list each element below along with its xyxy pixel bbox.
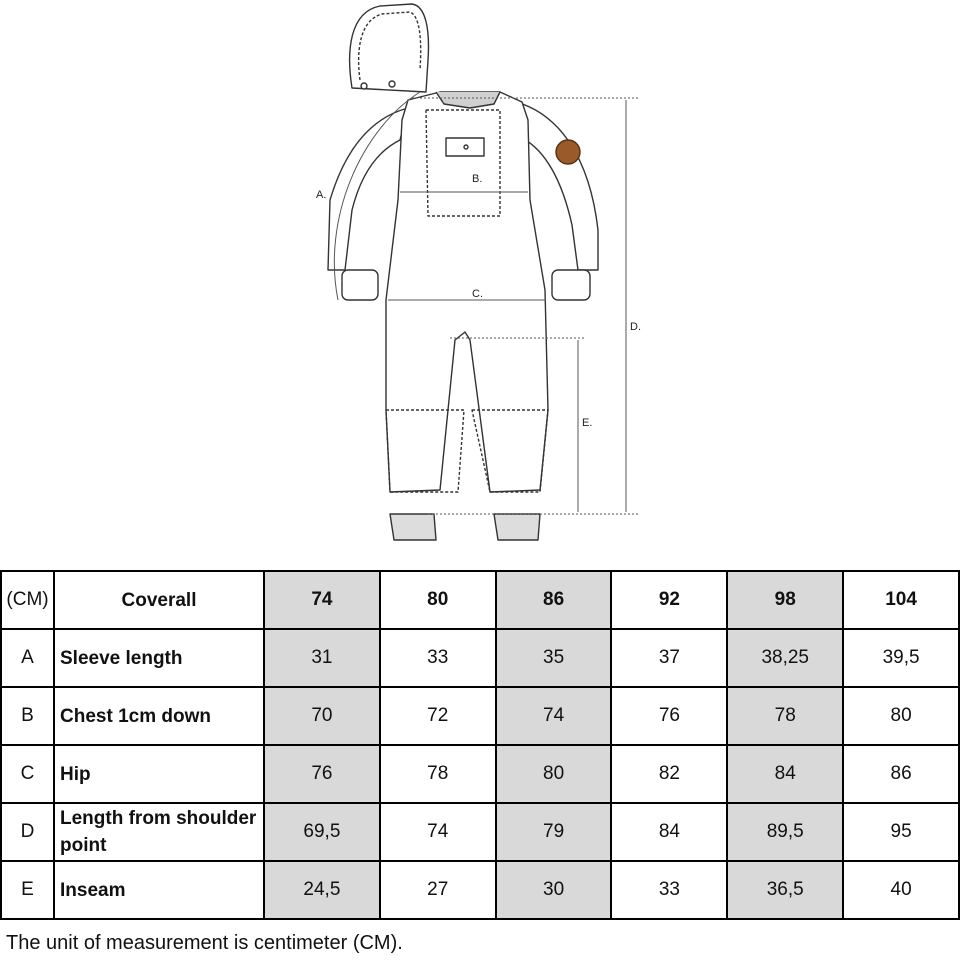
table-cell: 35 xyxy=(496,629,612,687)
row-code: B xyxy=(1,687,54,745)
table-cell: 39,5 xyxy=(843,629,959,687)
table-cell: 31 xyxy=(264,629,380,687)
size-header: 80 xyxy=(380,571,496,629)
row-code: E xyxy=(1,861,54,919)
row-label: Hip xyxy=(54,745,264,803)
table-row xyxy=(1,803,959,861)
row-label: Length from shoulder point xyxy=(54,803,264,861)
table-cell: 38,25 xyxy=(727,629,843,687)
table-cell: 74 xyxy=(496,687,612,745)
table-cell: 76 xyxy=(611,687,727,745)
table-cell: 70 xyxy=(264,687,380,745)
table-cell: 37 xyxy=(611,629,727,687)
table-cell: 84 xyxy=(611,803,727,861)
size-header: 92 xyxy=(611,571,727,629)
row-code: C xyxy=(1,745,54,803)
table-cell: 86 xyxy=(843,745,959,803)
table-cell: 74 xyxy=(380,803,496,861)
table-row xyxy=(1,745,959,803)
table-cell: 78 xyxy=(380,745,496,803)
table-cell: 33 xyxy=(611,861,727,919)
size-header: 104 xyxy=(843,571,959,629)
measure-label-c: C. xyxy=(472,288,483,300)
table-cell: 24,5 xyxy=(264,861,380,919)
product-header: Coverall xyxy=(54,571,264,629)
table-row xyxy=(1,629,959,687)
table-cell: 69,5 xyxy=(264,803,380,861)
table-row xyxy=(1,861,959,919)
table-header-row xyxy=(1,571,959,629)
row-label: Inseam xyxy=(54,861,264,919)
table-cell: 78 xyxy=(727,687,843,745)
table-row xyxy=(1,687,959,745)
size-header: 74 xyxy=(264,571,380,629)
table-cell: 33 xyxy=(380,629,496,687)
table-cell: 30 xyxy=(496,861,612,919)
measure-label-d: D. xyxy=(630,321,641,333)
table-cell: 79 xyxy=(496,803,612,861)
table-cell: 40 xyxy=(843,861,959,919)
unit-footnote: The unit of measurement is centimeter (CM). xyxy=(6,932,403,954)
measure-label-e: E. xyxy=(582,417,593,429)
table-cell: 36,5 xyxy=(727,861,843,919)
size-header: 86 xyxy=(496,571,612,629)
table-cell: 76 xyxy=(264,745,380,803)
table-cell: 80 xyxy=(843,687,959,745)
table-cell: 80 xyxy=(496,745,612,803)
row-code: A xyxy=(1,629,54,687)
table-cell: 95 xyxy=(843,803,959,861)
table-cell: 27 xyxy=(380,861,496,919)
table-cell: 84 xyxy=(727,745,843,803)
size-header: 98 xyxy=(727,571,843,629)
table-cell: 89,5 xyxy=(727,803,843,861)
hood xyxy=(350,4,429,92)
table-cell: 82 xyxy=(611,745,727,803)
unit-header: (CM) xyxy=(1,571,54,629)
row-label: Sleeve length xyxy=(54,629,264,687)
measure-label-b: B. xyxy=(472,173,483,185)
size-table xyxy=(0,570,960,920)
measure-label-a: A. xyxy=(316,189,327,201)
table-cell: 72 xyxy=(380,687,496,745)
row-label: Chest 1cm down xyxy=(54,687,264,745)
row-code: D xyxy=(1,803,54,861)
